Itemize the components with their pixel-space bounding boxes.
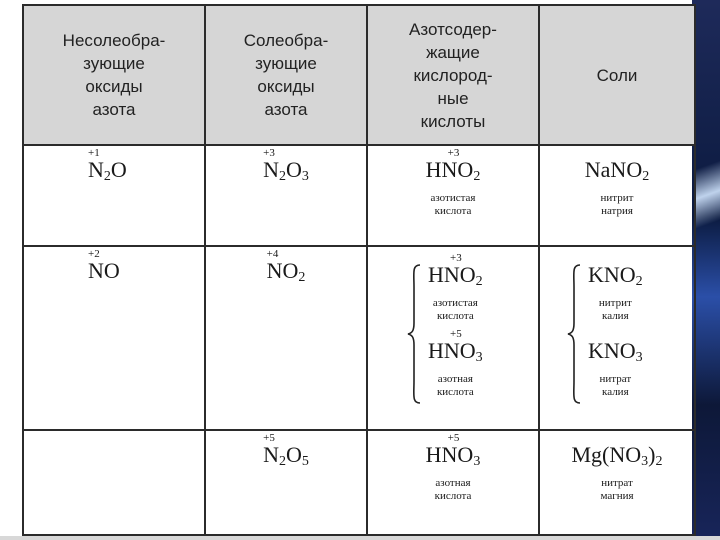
formula-n2o: +1 $N_2O$ bbox=[88, 147, 127, 184]
cell-nonsalt-oxide bbox=[23, 246, 205, 430]
formula-kno2: $KNO_2$ нитрит калия bbox=[588, 262, 643, 323]
compound-name: азотистая кислота bbox=[430, 192, 476, 217]
formula-n2o5: +5 $N_2O_5$ bbox=[263, 431, 309, 469]
cell-nonsalt-oxide-empty bbox=[23, 430, 205, 535]
formula-no: +2 NO bbox=[88, 248, 120, 284]
cell-salt-oxide bbox=[205, 145, 367, 246]
formula-no2: +4 $NO_2$ bbox=[266, 248, 306, 286]
header-acids: Азотсодер- жащие кислород- ные кислоты bbox=[367, 5, 539, 145]
cell-acid bbox=[367, 246, 539, 430]
left-brace-icon bbox=[566, 263, 582, 405]
slide-side-decoration bbox=[692, 0, 720, 540]
formula-nano2: NaNO$_2$ нитрит натрия bbox=[584, 157, 650, 217]
compound-name: азотная кислота bbox=[434, 476, 472, 502]
nitrogen-compounds-table bbox=[22, 4, 696, 536]
compound-name: нитрит калия bbox=[598, 297, 632, 323]
formula-mg-no3-2: $Mg(NO_3)_2$ нитрат магния bbox=[571, 441, 663, 502]
formula-hno3: +5 $HNO_3$ азотная кислота bbox=[428, 328, 483, 399]
formula-kno3: $KNO_3$ нитрат калия bbox=[588, 338, 643, 399]
compound-name: нитрат магния bbox=[600, 476, 634, 502]
left-brace-icon bbox=[406, 263, 422, 405]
compound-name: нитрат калия bbox=[599, 373, 632, 399]
header-salt-oxides: Солеобра- зующие оксиды азота bbox=[205, 5, 367, 145]
compound-name: азотная кислота bbox=[436, 373, 474, 399]
table-row bbox=[23, 430, 695, 535]
formula-hno2: +3 $HNO_2$ азотистая кислота bbox=[428, 252, 483, 323]
formula-hno2: +3 $HNO_2$ азотистая кислота bbox=[425, 147, 481, 217]
header-salts: Соли bbox=[539, 5, 695, 145]
table-row bbox=[23, 246, 695, 430]
header-nonsalt-oxides: Несолеобра- зующие оксиды азота bbox=[23, 5, 205, 145]
cell-salt-oxide bbox=[205, 430, 367, 535]
compound-name: нитрит натрия bbox=[600, 192, 634, 217]
bottom-divider bbox=[0, 536, 720, 540]
formula-hno3: +5 $HNO_3$ азотная кислота bbox=[425, 431, 481, 502]
cell-acid bbox=[367, 430, 539, 535]
cell-nonsalt-oxide bbox=[23, 145, 205, 246]
cell-salt bbox=[539, 430, 695, 535]
table-header-row bbox=[23, 5, 695, 145]
cell-acid bbox=[367, 145, 539, 246]
cell-salt bbox=[539, 246, 695, 430]
compound-name: азотистая кислота bbox=[432, 297, 478, 323]
cell-salt bbox=[539, 145, 695, 246]
formula-n2o3: +3 $N_2O_3$ bbox=[263, 147, 309, 184]
cell-salt-oxide bbox=[205, 246, 367, 430]
table-row bbox=[23, 145, 695, 246]
